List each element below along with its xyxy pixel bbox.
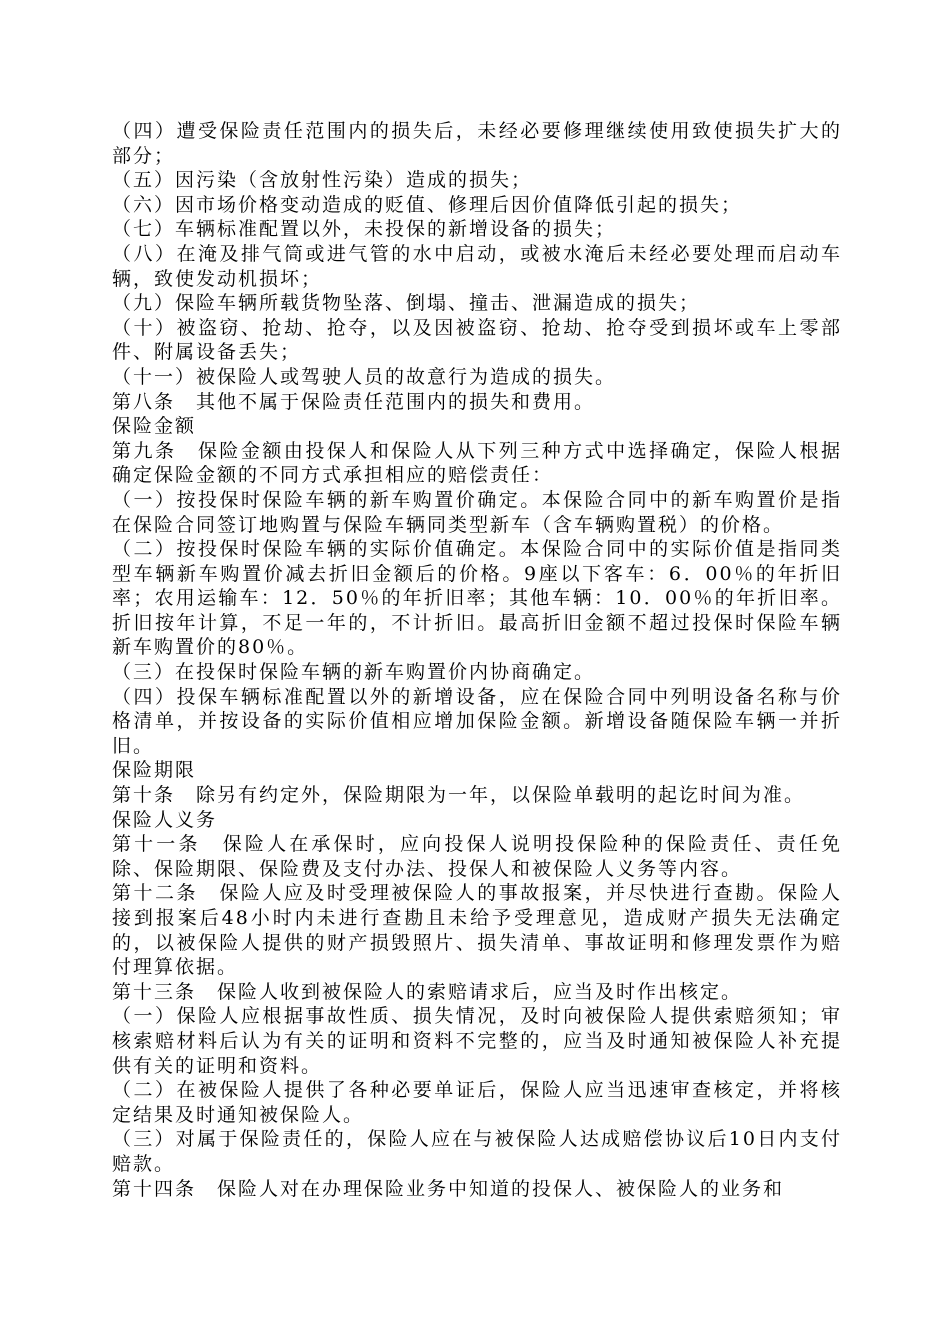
document-body <box>112 119 842 1201</box>
clause-item: （四）遭受保险责任范围内的损失后，未经必要修理继续使用致使损失扩大的部分； <box>112 120 842 167</box>
article-8: 第八条 其他不属于保险责任范围内的损失和费用。 <box>112 390 596 413</box>
article-9: 第九条 保险金额由投保人和保险人从下列三种方式中选择确定，保险人根据确定保险金额的不同方式承担相应的赔偿责任： <box>112 439 842 487</box>
section-heading-insured-amount: 保险金额 <box>112 415 197 438</box>
article-12: 第十二条 保险人应及时受理被保险人的事故报案，并尽快进行查勘。保险人接到报案后48小时内未进行查勘且未给予受理意见，造成财产损失无法确定的，以被保险人提供的财产损毁照片、损失清单、事故证明和修理发票作为赔付理算依据。 <box>112 882 842 979</box>
clause-item: （五）因污染（含放射性污染）造成的损失； <box>112 169 533 192</box>
section-heading-insurer-obligations: 保险人义务 <box>112 808 218 831</box>
clause-item: （一）保险人应根据事故性质、损失情况，及时向被保险人提供索赔须知；审核索赔材料后认为有关的证明和资料不完整的，应当及时通知被保险人补充提供有关的证明和资料。 <box>112 1005 842 1077</box>
clause-item: （七）车辆标准配置以外，未投保的新增设备的损失； <box>112 218 617 241</box>
clause-item: （三）在投保时保险车辆的新车购置价内协商确定。 <box>112 661 596 684</box>
clause-item: （十）被盗窃、抢劫、抢夺，以及因被盗窃、抢劫、抢夺受到损坏或车上零部件、附属设备丢失； <box>112 316 842 364</box>
article-13: 第十三条 保险人收到被保险人的索赔请求后，应当及时作出核定。 <box>112 980 743 1003</box>
clause-item: （九）保险车辆所载货物坠落、倒塌、撞击、泄漏造成的损失； <box>112 292 701 315</box>
clause-item: （三）对属于保险责任的，保险人应在与被保险人达成赔偿协议后10日内支付赔款。 <box>112 1128 842 1175</box>
section-heading-insurance-period: 保险期限 <box>112 759 197 782</box>
article-14: 第十四条 保险人对在办理保险业务中知道的投保人、被保险人的业务和 <box>112 1177 785 1200</box>
clause-item: （十一）被保险人或驾驶人员的故意行为造成的损失。 <box>112 365 617 388</box>
clause-item: （八）在淹及排气筒或进气管的水中启动，或被水淹后未经必要处理而启动车辆，致使发动机损坏； <box>112 242 842 290</box>
clause-item: （二）按投保时保险车辆的实际价值确定。本保险合同中的实际价值是指同类型车辆新车购置价减去折旧金额后的价格。9座以下客车：6．00％的年折旧率；农用运输车：12．50％的年折旧率；其他车辆：10．00％的年折旧率。折旧按年计算，不足一年的，不计折旧。最高折旧金额不超过投保时保险车辆新车购置价的80％。 <box>112 538 842 659</box>
article-10: 第十条 除另有约定外，保险期限为一年，以保险单载明的起讫时间为准。 <box>112 784 806 807</box>
clause-item: （四）投保车辆标准配置以外的新增设备，应在保险合同中列明设备名称与价格清单，并按设备的实际价值相应增加保险金额。新增设备随保险车辆一并折旧。 <box>112 685 842 757</box>
article-11: 第十一条 保险人在承保时，应向投保人说明投保险种的保险责任、责任免除、保险期限、保险费及支付办法、投保人和被保险人义务等内容。 <box>112 833 842 880</box>
clause-item: （一）按投保时保险车辆的新车购置价确定。本保险合同中的新车购置价是指在保险合同签订地购置与保险车辆同类型新车（含车辆购置税）的价格。 <box>112 488 842 536</box>
clause-item: （二）在被保险人提供了各种必要单证后，保险人应当迅速审查核定，并将核定结果及时通知被保险人。 <box>112 1079 842 1126</box>
clause-item: （六）因市场价格变动造成的贬值、修理后因价值降低引起的损失； <box>112 193 743 216</box>
